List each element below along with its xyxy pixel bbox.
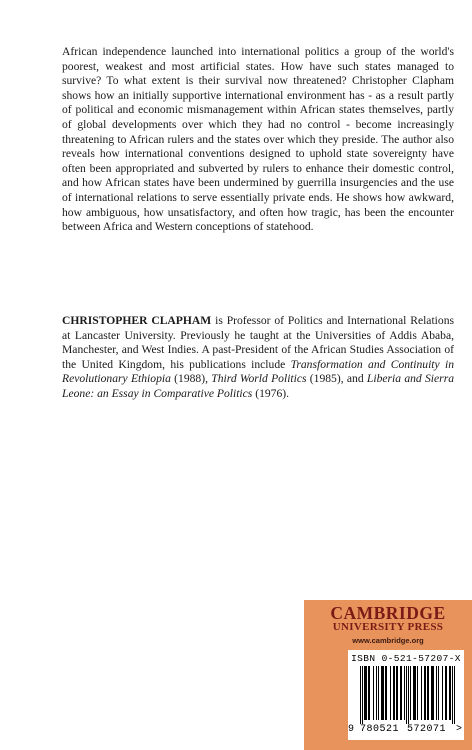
publisher-url: www.cambridge.org <box>352 636 424 645</box>
barcode-bar <box>396 666 397 720</box>
barcode-bar <box>400 666 401 720</box>
barcode-bar <box>413 666 414 720</box>
barcode-bar <box>414 666 415 720</box>
barcode-bars <box>354 666 458 724</box>
barcode-bar <box>421 666 422 720</box>
barcode-bar <box>383 666 384 720</box>
barcode-bar <box>425 666 426 720</box>
isbn-label: ISBN 0-521-57207-X <box>351 653 461 664</box>
publisher-subtitle: UNIVERSITY PRESS <box>332 621 444 633</box>
barcode-bar <box>365 666 366 720</box>
barcode-right-digits: 572071 <box>407 724 447 735</box>
barcode-bar <box>368 666 369 720</box>
barcode-bar <box>362 666 363 724</box>
barcode-bar <box>393 666 394 720</box>
barcode-bar <box>450 666 451 720</box>
barcode-bar <box>406 666 407 724</box>
barcode-bar <box>427 666 428 720</box>
barcode-bar <box>376 666 377 720</box>
barcode-bar <box>378 666 379 720</box>
barcode-bar <box>364 666 365 720</box>
barcode-end-mark: > <box>456 724 463 735</box>
author-bio <box>62 314 454 402</box>
isbn-barcode <box>348 650 464 740</box>
barcode-first-digit: 9 <box>348 724 355 735</box>
barcode-bar <box>360 666 361 724</box>
bio-text-4: (1976). <box>252 386 290 400</box>
barcode-bar <box>428 666 429 720</box>
barcode-bar <box>366 666 367 720</box>
barcode-bar <box>432 666 433 720</box>
barcode-bar <box>445 666 446 720</box>
barcode-bar <box>415 666 416 720</box>
barcode-bar <box>452 666 453 724</box>
barcode-bar <box>390 666 391 720</box>
book-title-2: Third World Politics <box>211 372 307 386</box>
barcode-bar <box>408 666 409 724</box>
barcode-bar <box>401 666 402 720</box>
barcode-bar <box>424 666 425 720</box>
barcode-bar <box>454 666 455 724</box>
barcode-bar <box>373 666 374 720</box>
bio-text-1: is Professor of Politics and International Relations at Lancaster University. Previously he taught at the Universities of Addis Ababa, Manchester, and West Indies. A past-President of the African Studies Association of the United Kingdom, his publications include <box>62 314 454 371</box>
barcode-bar <box>382 666 383 720</box>
barcode-bar <box>446 666 447 720</box>
barcode-bar <box>433 666 434 720</box>
barcode-bar <box>417 666 418 720</box>
book-title-1: Transformation and Continuity in Revolutionary Ethiopia <box>62 357 454 386</box>
barcode-bar <box>438 666 439 720</box>
barcode-bar <box>404 666 405 720</box>
barcode-bar <box>397 666 398 720</box>
barcode-bar <box>410 666 411 720</box>
book-description: African independence launched into international politics a group of the world's poorest, weakest and most artificial states. How have such states managed to survive? To what extent is their survival now threatened? Christopher Clapham shows how an initially supportive international environment has - as a result partly of political and economic mismanagement within African states themselves, partly of global developments over which they had no control - become increasingly threatening to African rulers and the states over which they preside. The author also reveals how international conventions designed to uphold state sovereignty have often been appropriated and subverted by rulers to enhance their domestic control, and how African states have been undermined by guerrilla insurgencies and the use of international relations to serve essentially private ends. He shows how awkward, how ambiguous, how unsatisfactory, and often how tragic, has been the encounter between Africa and Western conceptions of statehood. <box>62 45 454 234</box>
barcode-bar <box>369 666 370 720</box>
author-name: CHRISTOPHER CLAPHAM <box>62 314 212 327</box>
bio-text-3: (1985), and <box>306 372 367 386</box>
barcode-left-digits: 780521 <box>360 724 400 735</box>
publisher-name: CAMBRIDGE <box>330 603 446 623</box>
book-title-3: Liberia and Sierra Leone: an Essay in Comparative Politics <box>62 372 454 400</box>
barcode-bar <box>431 666 432 720</box>
barcode-bar <box>394 666 395 720</box>
barcode-bar <box>449 666 450 720</box>
barcode-bar <box>436 666 437 720</box>
barcode-bar <box>442 666 443 720</box>
barcode-bar <box>385 666 386 720</box>
barcode-bar <box>386 666 387 720</box>
bio-text-2: (1988), <box>170 372 212 386</box>
barcode-bar <box>381 666 382 720</box>
